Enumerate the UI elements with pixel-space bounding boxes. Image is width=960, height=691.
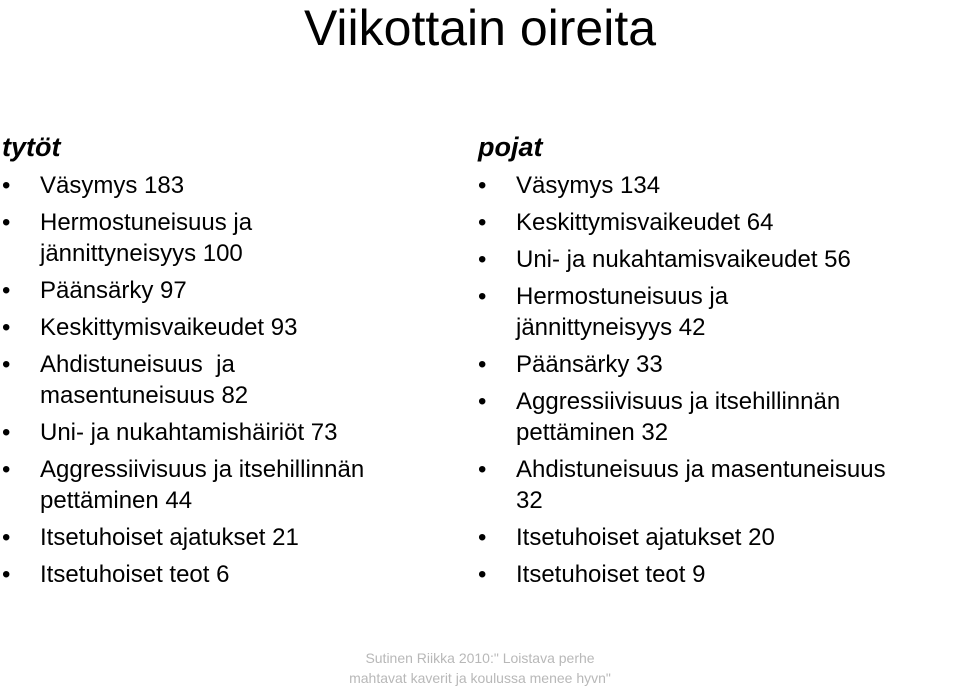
girls-column bbox=[2, 130, 452, 596]
list-item bbox=[478, 170, 960, 201]
boys-column bbox=[478, 130, 960, 596]
list-item bbox=[478, 559, 960, 590]
item-line: Ahdistuneisuus ja bbox=[40, 351, 235, 378]
bullet-icon: • bbox=[2, 172, 11, 199]
item-line-2: 32 bbox=[516, 487, 543, 514]
item-line: Itsetuhoiset teot 6 bbox=[40, 561, 230, 588]
list-item bbox=[478, 522, 960, 553]
item-line: Aggressiivisuus ja itsehillinnän bbox=[516, 388, 841, 415]
item-line: Uni- ja nukahtamisvaikeudet 56 bbox=[516, 246, 851, 273]
list-item bbox=[478, 386, 960, 448]
item-line: Väsymys 134 bbox=[516, 172, 661, 199]
item-line: Uni- ja nukahtamishäiriöt 73 bbox=[40, 419, 338, 446]
footer-line-2: mahtavat kaverit ja koulussa menee hyvn" bbox=[349, 670, 611, 686]
list-item bbox=[2, 417, 452, 448]
list-item bbox=[478, 207, 960, 238]
bullet-icon: • bbox=[2, 277, 11, 304]
bullet-icon: • bbox=[2, 209, 11, 236]
bullet-icon: • bbox=[2, 351, 11, 378]
bullet-icon: • bbox=[478, 388, 487, 415]
list-item bbox=[478, 244, 960, 275]
bullet-icon: • bbox=[478, 283, 487, 310]
list-item bbox=[2, 559, 452, 590]
list-item bbox=[2, 207, 452, 269]
list-item bbox=[478, 454, 960, 516]
girls-heading: tytöt bbox=[2, 132, 61, 162]
footer-line-1: Sutinen Riikka 2010:" Loistava perhe bbox=[365, 650, 595, 666]
item-line-2: pettäminen 32 bbox=[516, 419, 669, 446]
list-item bbox=[2, 312, 452, 343]
item-line: Väsymys 183 bbox=[40, 172, 185, 199]
bullet-icon: • bbox=[478, 561, 487, 588]
item-line: Keskittymisvaikeudet 93 bbox=[40, 314, 298, 341]
list-item bbox=[478, 349, 960, 380]
item-line: Itsetuhoiset teot 9 bbox=[516, 561, 706, 588]
item-line-2: masentuneisuus 82 bbox=[40, 382, 249, 409]
list-item bbox=[2, 275, 452, 306]
bullet-icon: • bbox=[478, 351, 487, 378]
item-line: Hermostuneisuus ja bbox=[516, 283, 729, 310]
source-footer bbox=[0, 648, 960, 688]
bullet-icon: • bbox=[478, 456, 487, 483]
item-line: Päänsärky 33 bbox=[516, 351, 663, 378]
bullet-icon: • bbox=[478, 524, 487, 551]
item-line: Ahdistuneisuus ja masentuneisuus bbox=[516, 456, 886, 483]
item-line-2: jännittyneisyys 42 bbox=[516, 314, 706, 341]
item-line: Keskittymisvaikeudet 64 bbox=[516, 209, 774, 236]
bullet-icon: • bbox=[478, 172, 487, 199]
boys-symptom-list bbox=[478, 170, 960, 590]
list-item bbox=[478, 281, 960, 343]
bullet-icon: • bbox=[2, 314, 11, 341]
list-item bbox=[2, 522, 452, 553]
bullet-icon: • bbox=[478, 246, 487, 273]
boys-heading: pojat bbox=[478, 132, 543, 162]
item-line-2: jännittyneisyys 100 bbox=[40, 240, 243, 267]
item-line: Päänsärky 97 bbox=[40, 277, 187, 304]
girls-symptom-list bbox=[2, 170, 452, 590]
list-item bbox=[2, 349, 452, 411]
slide-title: Viikottain oireita bbox=[303, 0, 657, 56]
bullet-icon: • bbox=[478, 209, 487, 236]
list-item bbox=[2, 454, 452, 516]
item-line: Itsetuhoiset ajatukset 20 bbox=[516, 524, 775, 551]
bullet-icon: • bbox=[2, 561, 11, 588]
bullet-icon: • bbox=[2, 524, 11, 551]
bullet-icon: • bbox=[2, 419, 11, 446]
item-line-2: pettäminen 44 bbox=[40, 487, 193, 514]
item-line: Hermostuneisuus ja bbox=[40, 209, 253, 236]
item-line: Aggressiivisuus ja itsehillinnän bbox=[40, 456, 365, 483]
bullet-icon: • bbox=[2, 456, 11, 483]
item-line: Itsetuhoiset ajatukset 21 bbox=[40, 524, 299, 551]
list-item bbox=[2, 170, 452, 201]
